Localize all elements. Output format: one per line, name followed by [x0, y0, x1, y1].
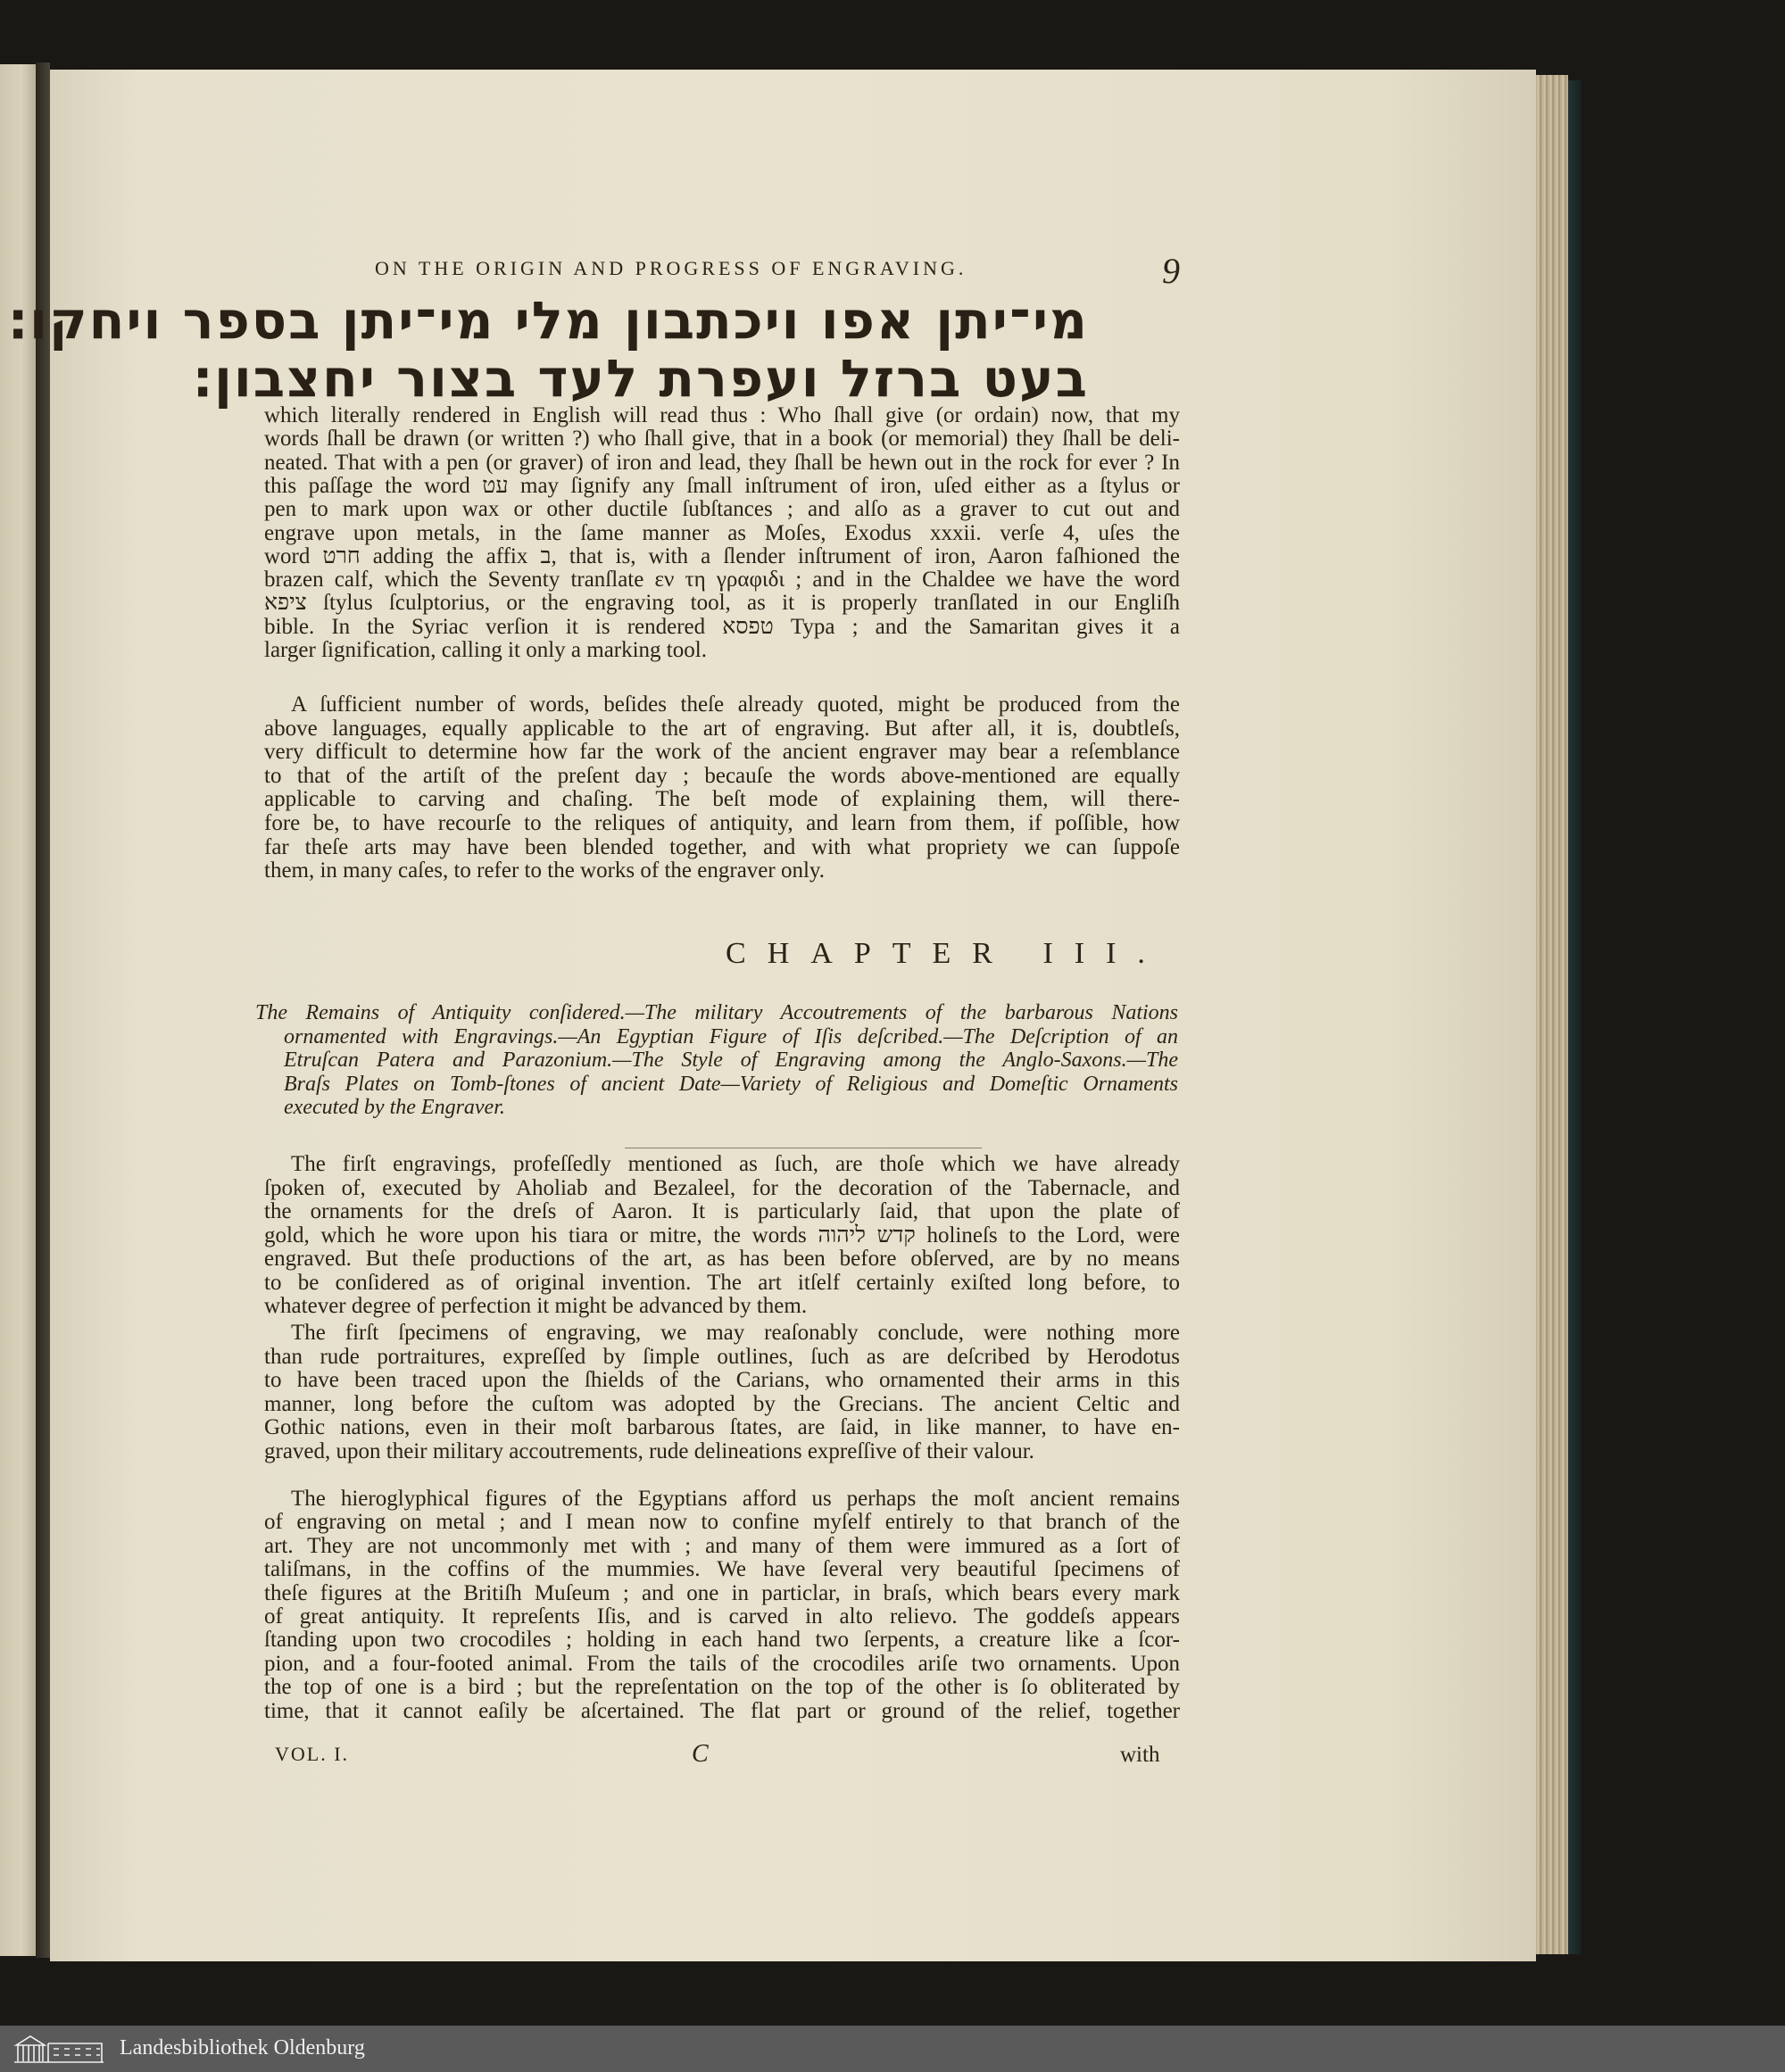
text-line: time, that it cannot eaſily be aſcertained. The flat part or ground of the relief, together: [264, 1699, 1180, 1723]
text-line: above languages, equally applicable to the art of engraving. But after all, it is, doubtleſs,: [264, 717, 1180, 741]
text-line: taliſmans, in the coffins of the mummies. We have ſeveral very beautiful ſpecimens of: [264, 1557, 1180, 1581]
library-footer-bar: [0, 2026, 1785, 2072]
text-line: theſe figures at the Britiſh Muſeum ; and one in particlar, in braſs, which bears every mark: [264, 1581, 1180, 1605]
text-line: to that of the artiſt of the preſent day ; becauſe the words above-mentioned are equally: [264, 764, 1180, 788]
text-line: A ſufficient number of words, beſides theſe already quoted, might be produced from the: [291, 692, 1180, 717]
text-line: larger ſignification, calling it only a marking tool.: [264, 638, 707, 662]
text-line: art. They are not uncommonly met with ; and many of them were immured as a ſort of: [264, 1534, 1180, 1558]
text-line: them, in many caſes, to refer to the works of the engraver only.: [264, 858, 826, 883]
text-line: the top of one is a bird ; but the repreſentation on the top of the other is ſo obliterated by: [264, 1675, 1180, 1699]
text-line: to have been traced upon the ſhields of the Carians, who ornamented their arms in this: [264, 1368, 1180, 1392]
text-line: than rude portraitures, expreſſed by ſimple outlines, ſuch as are deſcribed by Herodotus: [264, 1345, 1180, 1369]
text-line: gold, which he wore upon his tiara or mitre, the words קדש ליהוה holineſs to the Lord, were: [264, 1223, 1180, 1247]
chapter-title-text: CHAPTER III.: [726, 937, 1166, 970]
text-line: engraved. But theſe productions of the art, as has been before obſerved, are by no means: [264, 1247, 1180, 1271]
text-line: Gothic nations, even in their moſt barbarous ſtates, are ſaid, in like manner, to have en-: [264, 1415, 1180, 1439]
text-line: words ſhall be drawn (or written ?) who ſhall give, that in a book (or memorial) they ſhall be deli-: [264, 427, 1180, 451]
text-line: manner, long before the cuſtom was adopted by the Grecians. The ancient Celtic and: [264, 1392, 1180, 1416]
chapter-argument-line: executed by the Engraver.: [284, 1096, 505, 1119]
text-line: which literally rendered in English will read thus : Who ſhall give (or ordain) now, that my: [264, 403, 1180, 427]
chapter-argument-line: The Remains of Antiquity conſidered.—The military Accoutrements of the barbarous Nations: [255, 1001, 1178, 1024]
hebrew-verse-line: מי־יתן אפו ויכתבון מלי מי־יתן בספר ויחקו׃: [8, 290, 1089, 351]
text-line: far theſe arts may have been blended together, and with what propriety we can ſuppoſe: [264, 835, 1180, 859]
page-stack-edge: [1536, 75, 1568, 1954]
text-line: pion, and a four-footed animal. From the tails of the crocodiles ariſe two ornaments. Upon: [264, 1652, 1180, 1676]
text-line: pen to mark upon wax or other ductile ſubſtances ; and alſo as a graver to cut out and: [264, 497, 1180, 521]
text-line: graved, upon their military accoutrements, rude delineations expreſſive of their valour.: [264, 1439, 1034, 1463]
text-line: applicable to carving and chaſing. The beſt mode of explaining them, will there-: [264, 787, 1180, 811]
text-line: whatever degree of perfection it might be advanced by them.: [264, 1294, 808, 1318]
text-line: neated. That with a pen (or graver) of iron and lead, they ſhall be hewn out in the rock for ever ? In: [264, 451, 1180, 475]
running-head: ON THE ORIGIN AND PROGRESS OF ENGRAVING.: [375, 257, 967, 279]
page-number: 9: [1162, 251, 1180, 291]
chapter-title: [0, 937, 1785, 971]
text-line: ſpoken of, executed by Aholiab and Bezaleel, for the decoration of the Tabernacle, and: [264, 1176, 1180, 1200]
text-line: of engraving on metal ; and I mean now to confine myſelf entirely to that branch of the: [264, 1510, 1180, 1534]
text-line: engrave upon metals, in the ſame manner as Moſes, Exodus xxxii. verſe 4, uſes the: [264, 521, 1180, 545]
catchword: with: [1120, 1743, 1160, 1767]
text-line: ſtanding upon two crocodiles ; holding in each hand two ſerpents, a creature like a ſcor-: [264, 1628, 1180, 1652]
volume-mark: VOL. I.: [275, 1743, 350, 1765]
text-line: fore be, to have recourſe to the reliques of antiquity, and learn from them, if poſſible, how: [264, 811, 1180, 835]
chapter-argument-line: Etruſcan Patera and Parazonium.—The Style of Engraving among the Anglo-Saxons.—The: [284, 1048, 1178, 1072]
signature-mark: C: [692, 1740, 709, 1768]
chapter-argument-line: Braſs Plates on Tomb-ſtones of ancient Date—Variety of Religious and Domeſtic Ornaments: [284, 1073, 1178, 1096]
library-building-icon: [12, 2033, 105, 2065]
hebrew-verse-line: בעט ברזל ועפרת לעד בצור יחצבון׃: [193, 348, 1089, 409]
text-line: very difficult to determine how far the work of the ancient engraver may bear a reſemblance: [264, 740, 1180, 764]
text-line: word חרט adding the affix ב, that is, with a ſlender inſtrument of iron, Aaron faſhioned the: [264, 544, 1180, 568]
library-name: Landesbibliothek Oldenburg: [120, 2036, 365, 2060]
text-line: The firſt engravings, profeſſedly mentioned as ſuch, are thoſe which we have already: [291, 1152, 1180, 1176]
text-line: bible. In the Syriac verſion it is rendered טפסא Typa ; and the Samaritan gives it a: [264, 615, 1180, 639]
text-line: of great antiquity. It repreſents Iſis, and is carved in alto relievo. The goddeſs appears: [264, 1604, 1180, 1629]
text-line: to be conſidered as of original invention. The art itſelf certainly exiſted long before, to: [264, 1271, 1180, 1295]
text-line: brazen calf, which the Seventy tranſlate εν τη γραφιδι ; and in the Chaldee we have the word: [264, 568, 1180, 592]
chapter-argument-line: ornamented with Engravings.—An Egyptian Figure of Iſis deſcribed.—The Deſcription of an: [284, 1025, 1178, 1048]
text-line: The hieroglyphical figures of the Egyptians afford us perhaps the moſt ancient remains: [291, 1487, 1180, 1511]
text-line: ציפא ſtylus ſculptorius, or the engraving tool, as it is properly tranſlated in our Engliſh: [264, 591, 1180, 615]
text-line: The firſt ſpecimens of engraving, we may reaſonably conclude, were nothing more: [291, 1321, 1180, 1345]
text-line: this paſſage the word עט may ſignify any ſmall inſtrument of iron, uſed either as a ſtylus or: [264, 474, 1180, 498]
text-line: the ornaments for the dreſs of Aaron. It is particularly ſaid, that upon the plate of: [264, 1199, 1180, 1223]
